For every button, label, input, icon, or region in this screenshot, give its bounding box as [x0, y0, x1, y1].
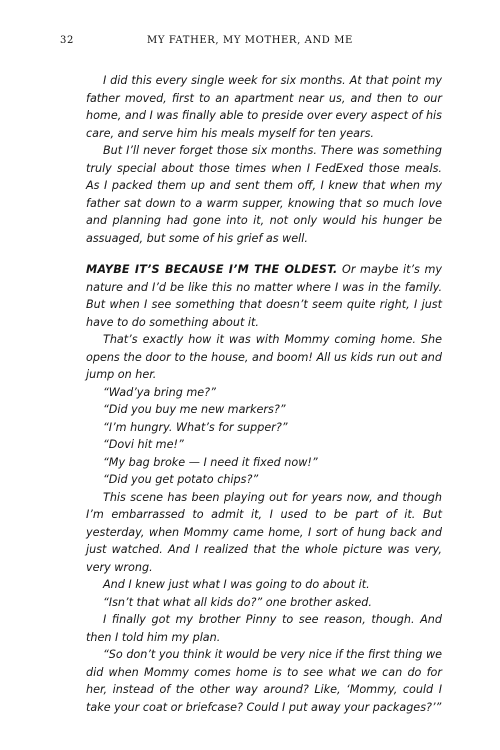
- paragraph: I did this every single week for six months. At that point my father moved, first to an apartment near us, and then to our home, and I was finally able to preside over every aspect of his care, and serve him his meals myself for ten years.: [86, 74, 442, 140]
- running-title: MY FATHER, MY MOTHER, AND ME: [147, 35, 353, 46]
- section-lead-in: MAYBE IT’S BECAUSE I’M THE OLDEST.: [86, 263, 338, 276]
- dialogue-line: “Did you get potato chips?”: [103, 473, 259, 486]
- page-number: 32: [60, 35, 74, 46]
- dialogue-line: “Dovi hit me!”: [103, 438, 184, 451]
- dialogue-line: “My bag broke — I need it fixed now!”: [103, 455, 318, 469]
- paragraph: I finally got my brother Pinny to see reason, though. And then I told him my plan.: [86, 613, 442, 644]
- running-head: [60, 35, 440, 51]
- section-lead-rest: Or maybe it’s my nature and I’d be like this no matter where I was in the family. But when I see something that doesn’t seem quite right, I just have to do something about it.: [86, 263, 442, 329]
- dialogue-line: “Did you buy me new markers?”: [103, 403, 286, 416]
- body-text: [86, 72, 442, 716]
- paragraph: That’s exactly how it was with Mommy coming home. She opens the door to the house, and boom! All us kids run out and jump on her.: [86, 333, 442, 381]
- paragraph: But I’ll never forget those six months. There was something truly special about those times when I FedExed those meals. As I packed them up and sent them off, I knew that when my father sat down to a warm supper, knowing that so much love and planning had gone into it, not only would his hunger be assuaged, but some of his grief as well.: [86, 144, 442, 245]
- paragraph: And I knew just what I was going to do about it.: [103, 578, 370, 591]
- dialogue-paragraph: “So don’t you think it would be very nice if the first thing we did when Mommy comes home is to see what we can do for her, instead of the other way around? Like, ‘Mommy, could I take your coat or briefcase? Could I put away your packages?’”: [86, 648, 442, 714]
- section-opening-paragraph: [86, 261, 442, 331]
- dialogue-line: “Wad’ya bring me?”: [103, 385, 216, 399]
- dialogue-line: “I’m hungry. What’s for supper?”: [103, 420, 288, 434]
- paragraph: This scene has been playing out for years now, and though I’m embarrassed to admit it, I used to be part of it. But yesterday, when Mommy came home, I sort of hung back and just watched. And I realized that the whole picture was very, very wrong.: [86, 490, 442, 574]
- dialogue-line: “Isn’t that what all kids do?” one brother asked.: [103, 595, 372, 609]
